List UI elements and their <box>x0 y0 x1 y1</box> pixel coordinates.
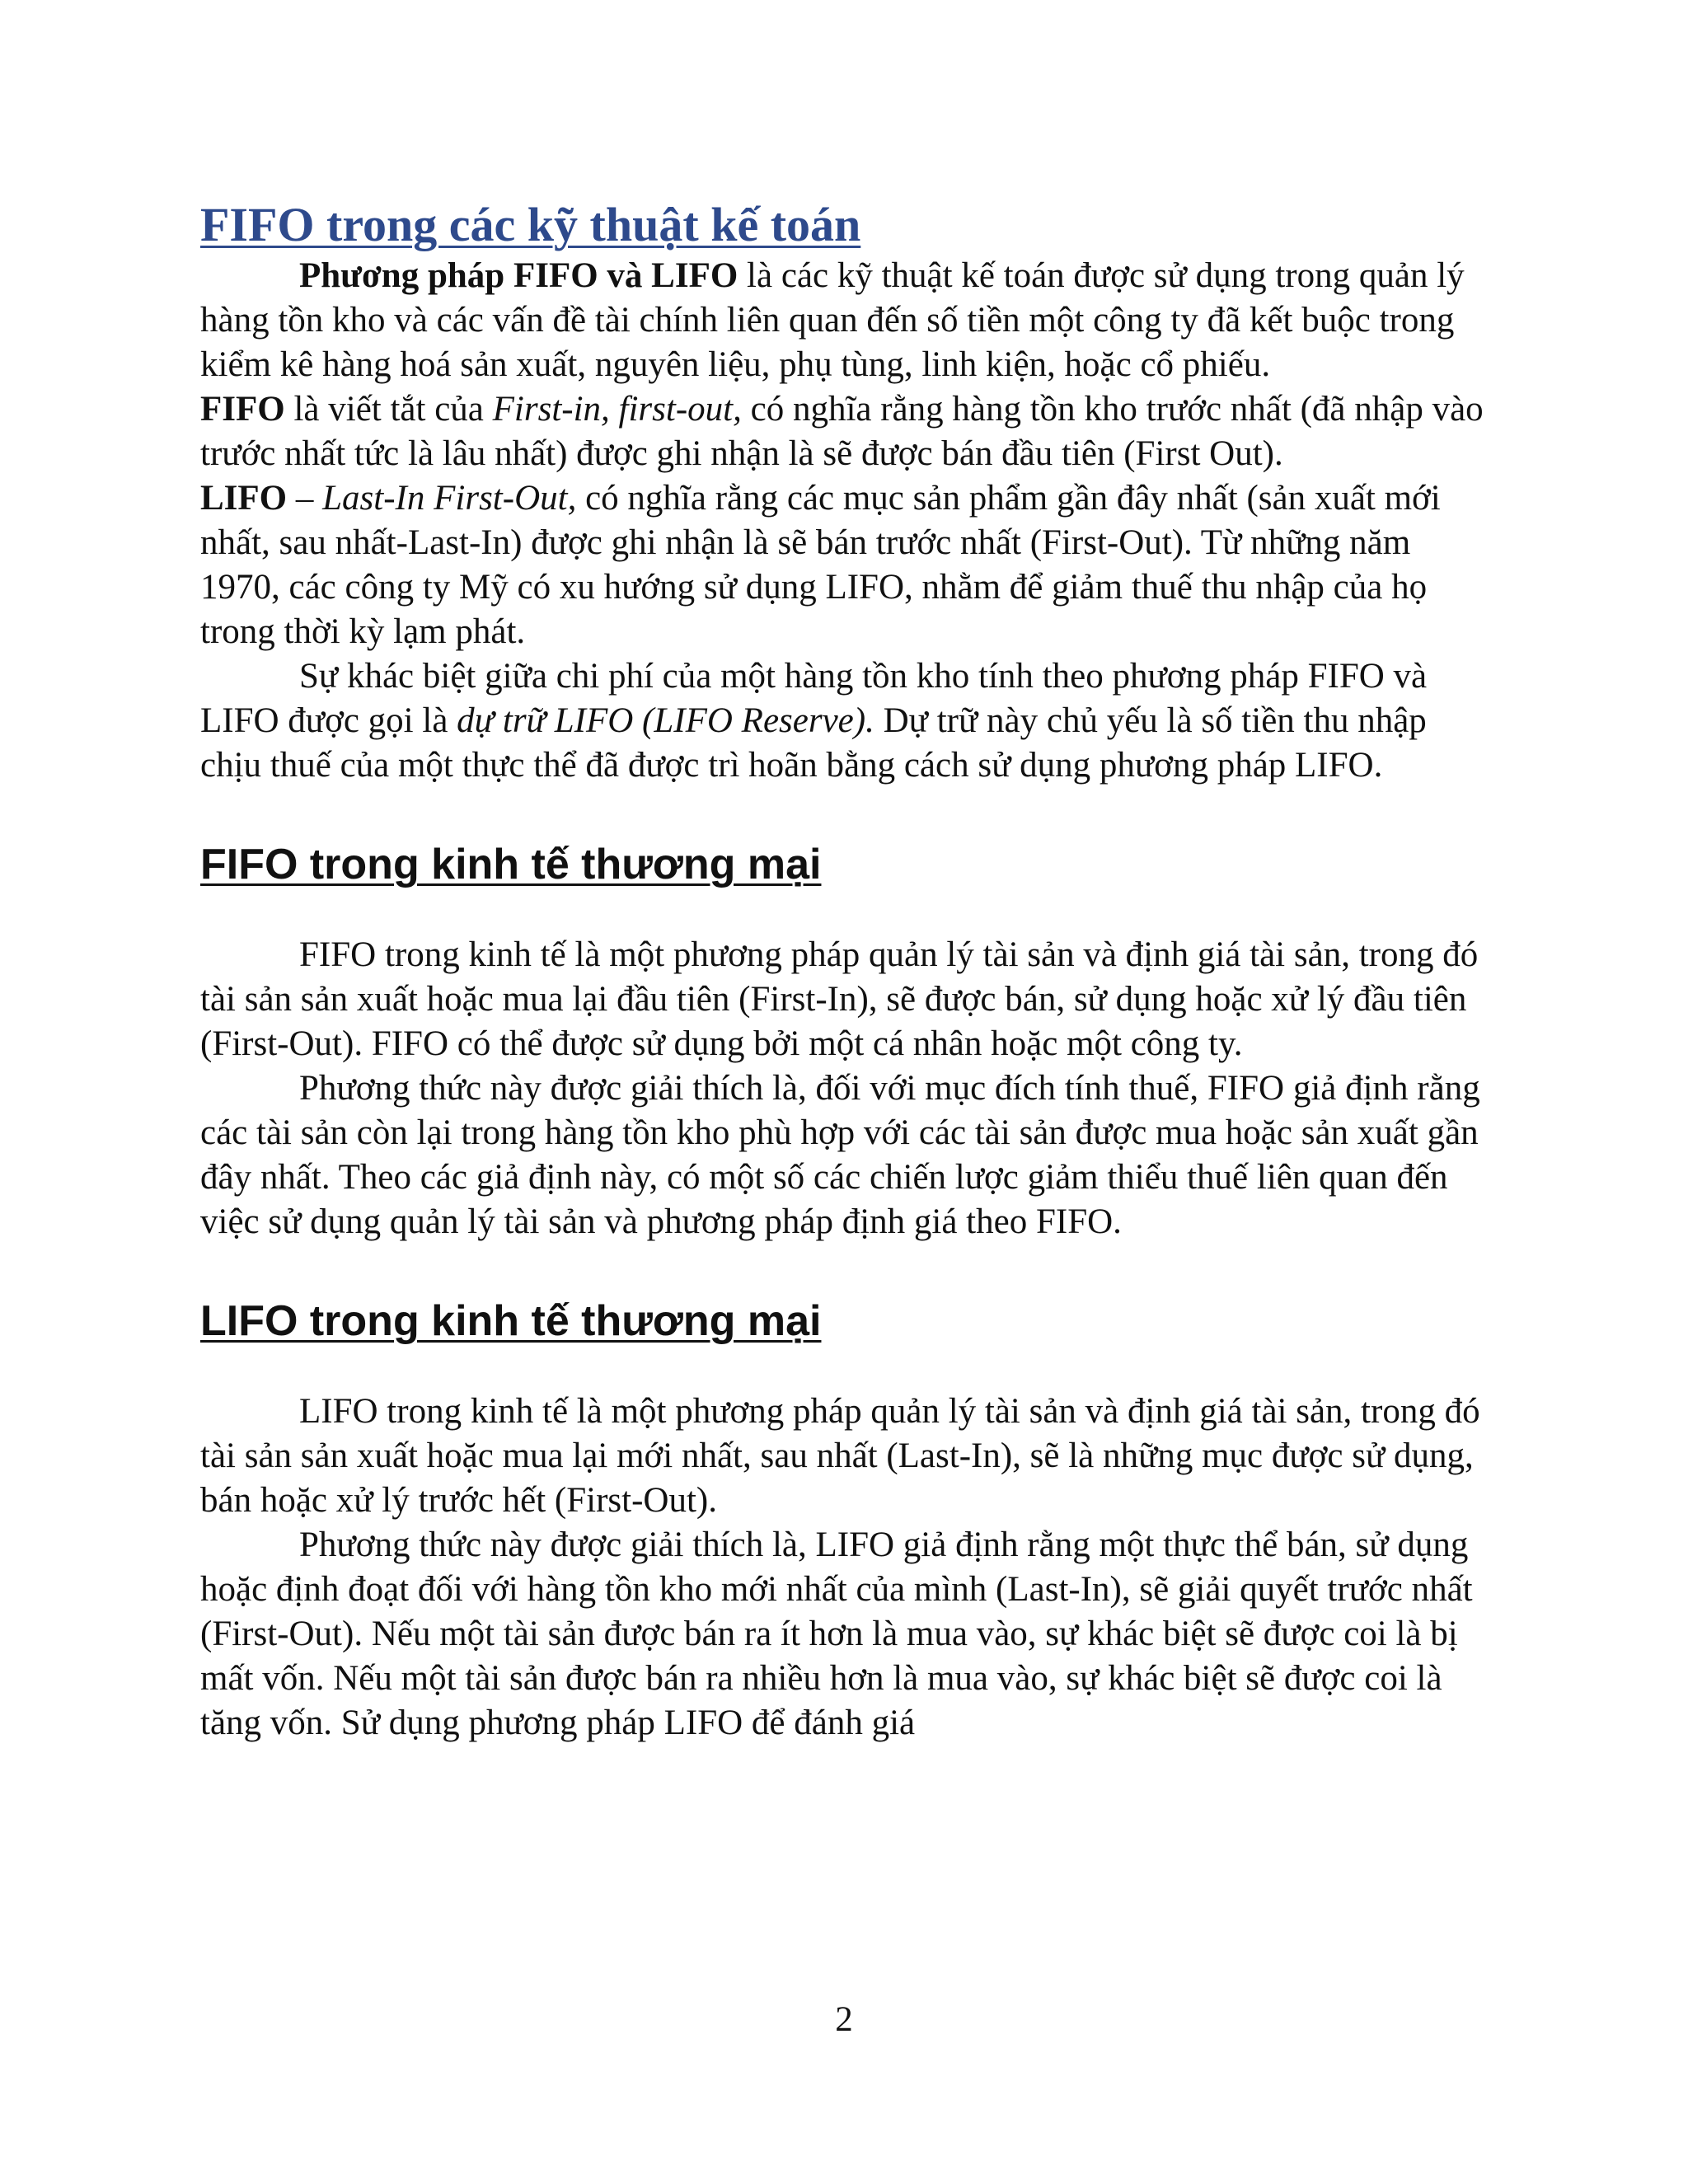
paragraph-fifo-lifo-intro <box>200 254 1486 387</box>
paragraph-lifo-definition <box>200 476 1486 654</box>
paragraph-text: có nghĩa rằng hàng tồn kho trước nhất (đã nhập vào trước nhất tức là lâu nhất) được ghi nhận là sẽ được bán đầu tiên (First Out). <box>200 390 1484 473</box>
italic-term: dự trữ LIFO (LIFO Reserve). <box>457 701 874 740</box>
paragraph-text: Dự trữ này chủ yếu là số tiền thu nhập chịu thuế của một thực thể đã được trì hoãn bằng cách sử dụng phương pháp LIFO. <box>200 701 1427 785</box>
italic-term: First-in, first-out, <box>492 390 742 429</box>
section-heading-fifo-commerce: FIFO trong kinh tế thương mại <box>200 841 822 888</box>
paragraph-fifo-commerce-1: FIFO trong kinh tế là một phương pháp quản lý tài sản và định giá tài sản, trong đó tài sản sản xuất hoặc mua lại đầu tiên (First-In), sẽ được bán, sử dụng hoặc xử lý đầu tiên (First-Out). FIFO có thể được sử dụng bởi một cá nhân hoặc một công ty. <box>200 935 1479 1063</box>
paragraph-text: – <box>287 479 323 518</box>
heading-block <box>200 1294 1486 1348</box>
heading-block <box>200 837 1486 892</box>
paragraph-text: có nghĩa rằng các mục sản phẩm gần đây nhất (sản xuất mới nhất, sau nhất-Last-In) được ghi nhận là sẽ bán trước nhất (First-Out). Từ những năm 1970, các công ty Mỹ có xu hướng sử dụng LIFO, nhằm để giảm thuế thu nhập của họ trong thời kỳ lạm phát. <box>200 479 1441 651</box>
paragraph-fifo-commerce-2: Phương thức này được giải thích là, đối với mục đích tính thuế, FIFO giả định rằng các tài sản còn lại trong hàng tồn kho phù hợp với các tài sản được mua hoặc sản xuất gần đây nhất. Theo các giả định này, có một số các chiến lược giảm thiểu thuế liên quan đến việc sử dụng quản lý tài sản và phương pháp định giá theo FIFO. <box>200 1069 1480 1241</box>
paragraph-fifo-definition <box>200 387 1486 476</box>
page-content <box>200 196 1486 1746</box>
paragraph-lifo-reserve <box>200 654 1486 788</box>
paragraph-text: là viết tắt của <box>284 390 493 429</box>
bold-lead: Phương pháp FIFO và LIFO <box>299 256 738 295</box>
paragraph-lifo-commerce-2: Phương thức này được giải thích là, LIFO giả định rằng một thực thể bán, sử dụng hoặc định đoạt đối với hàng tồn kho mới nhất của mình (Last-In), sẽ giải quyết trước nhất (First-Out). Nếu một tài sản được bán ra ít hơn là mua vào, sự khác biệt sẽ được coi là bị mất vốn. Nếu một tài sản được bán ra nhiều hơn là mua vào, sự khác biệt sẽ được coi là tăng vốn. Sử dụng phương pháp LIFO để đánh giá <box>200 1526 1473 1742</box>
section-heading-fifo-accounting: FIFO trong các kỹ thuật kế toán <box>200 198 861 251</box>
paragraph-text: Sự khác biệt giữa chi phí của một hàng tồn kho tính theo phương pháp FIFO và LIFO được gọi là <box>200 657 1428 740</box>
paragraph-text: là các kỹ thuật kế toán được sử dụng trong quản lý hàng tồn kho và các vấn đề tài chính liên quan đến số tiền một công ty đã kết buộc trong kiểm kê hàng hoá sản xuất, nguyên liệu, phụ tùng, linh kiện, hoặc cổ phiếu. <box>200 256 1465 384</box>
italic-term: Last-In First-Out, <box>322 479 577 518</box>
page-number: 2 <box>835 2000 853 2039</box>
bold-lead: LIFO <box>200 479 288 518</box>
paragraph-lifo-commerce-1: LIFO trong kinh tế là một phương pháp quản lý tài sản và định giá tài sản, trong đó tài sản sản xuất hoặc mua lại mới nhất, sau nhất (Last-In), sẽ là những mục được sử dụng, bán hoặc xử lý trước hết (First-Out). <box>200 1392 1480 1520</box>
section-heading-lifo-commerce: LIFO trong kinh tế thương mại <box>200 1297 822 1345</box>
bold-lead: FIFO <box>200 390 285 429</box>
